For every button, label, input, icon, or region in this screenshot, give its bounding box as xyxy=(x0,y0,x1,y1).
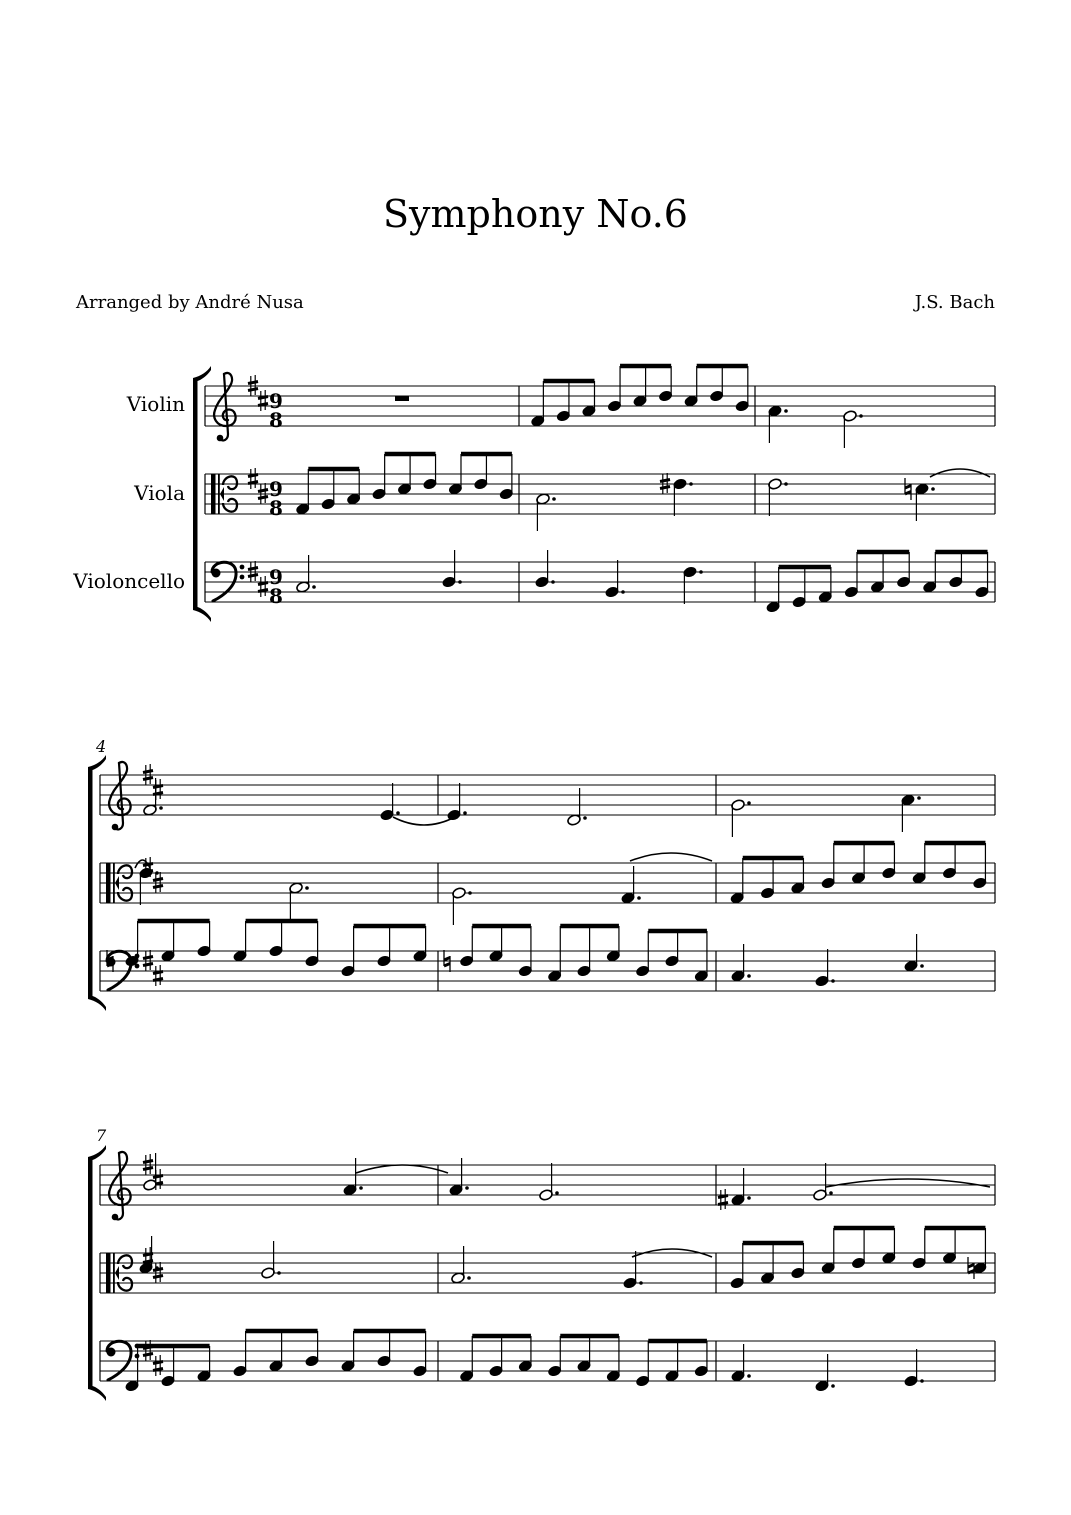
augmentation-dot xyxy=(465,1186,469,1190)
time-signature-beats: 9 xyxy=(269,389,283,413)
augmentation-dot xyxy=(829,1191,833,1195)
augmentation-dot xyxy=(458,580,462,584)
sharp-icon xyxy=(248,468,258,489)
tie xyxy=(393,817,455,825)
measure-number: 4 xyxy=(96,737,107,756)
sharp-icon xyxy=(153,1355,163,1376)
augmentation-dot xyxy=(831,979,835,983)
augmentation-dot xyxy=(159,806,163,810)
augmentation-dot xyxy=(552,497,556,501)
instrument-label-violoncello: Violoncello xyxy=(73,569,185,593)
augmentation-dot xyxy=(859,414,863,418)
augmentation-dot xyxy=(468,891,472,895)
sharp-icon xyxy=(153,779,163,800)
natural-icon xyxy=(968,1257,974,1279)
augmentation-dot xyxy=(747,974,751,978)
arranger-credit: Arranged by André Nusa xyxy=(76,292,304,313)
tie xyxy=(930,469,990,477)
augmentation-dot xyxy=(359,1186,363,1190)
tie xyxy=(826,1179,990,1187)
instrument-label-viola: Viola xyxy=(134,481,185,505)
treble-clef-icon xyxy=(109,1152,130,1220)
time-signature-beat-type: 8 xyxy=(269,496,283,520)
augmentation-dot xyxy=(583,816,587,820)
sharp-icon xyxy=(258,576,268,597)
measure-number: 7 xyxy=(96,1126,107,1145)
staff xyxy=(100,1152,995,1220)
sharp-icon xyxy=(258,390,268,411)
augmentation-dot xyxy=(784,409,788,413)
augmentation-dot xyxy=(277,1271,281,1275)
augmentation-dot xyxy=(396,811,400,815)
sharp-icon xyxy=(718,1189,728,1210)
augmentation-dot xyxy=(463,811,467,815)
augmentation-dot xyxy=(155,1266,159,1270)
augmentation-dot xyxy=(555,1191,559,1195)
tie xyxy=(135,860,150,868)
tie xyxy=(356,1165,448,1173)
composer-credit: J.S. Bach xyxy=(914,292,995,313)
score-title: Symphony No.6 xyxy=(383,192,688,236)
treble-clef-icon xyxy=(214,373,235,441)
augmentation-dot xyxy=(784,482,788,486)
staff xyxy=(100,1340,995,1381)
treble-clef-icon xyxy=(109,762,130,830)
time-signature-beat-type: 8 xyxy=(269,408,283,432)
augmentation-dot xyxy=(467,1276,471,1280)
augmentation-dot xyxy=(831,1384,835,1388)
augmentation-dot xyxy=(920,964,924,968)
time-signature-beats: 9 xyxy=(269,565,283,589)
augmentation-dot xyxy=(699,570,703,574)
staff xyxy=(100,1247,995,1293)
augmentation-dot xyxy=(155,871,159,875)
augmentation-dot xyxy=(551,580,555,584)
augmentation-dot xyxy=(747,801,751,805)
staff xyxy=(205,561,995,602)
staff xyxy=(205,373,995,441)
augmentation-dot xyxy=(312,585,316,589)
augmentation-dot xyxy=(747,1196,751,1200)
time-signature-beats: 9 xyxy=(269,477,283,501)
augmentation-dot xyxy=(747,1374,751,1378)
augmentation-dot xyxy=(637,896,641,900)
augmentation-dot xyxy=(159,1181,163,1185)
augmentation-dot xyxy=(639,1281,643,1285)
augmentation-dot xyxy=(305,886,309,890)
measure-rest xyxy=(395,396,409,401)
time-signature-beat-type: 8 xyxy=(269,584,283,608)
augmentation-dot xyxy=(689,482,693,486)
augmentation-dot xyxy=(917,796,921,800)
augmentation-dot xyxy=(931,487,935,491)
sharp-icon xyxy=(153,965,163,986)
augmentation-dot xyxy=(621,590,625,594)
instrument-label-violin: Violin xyxy=(126,392,185,416)
augmentation-dot xyxy=(920,1379,924,1383)
staff xyxy=(100,762,995,830)
tie xyxy=(630,853,712,861)
natural-icon xyxy=(905,478,911,500)
